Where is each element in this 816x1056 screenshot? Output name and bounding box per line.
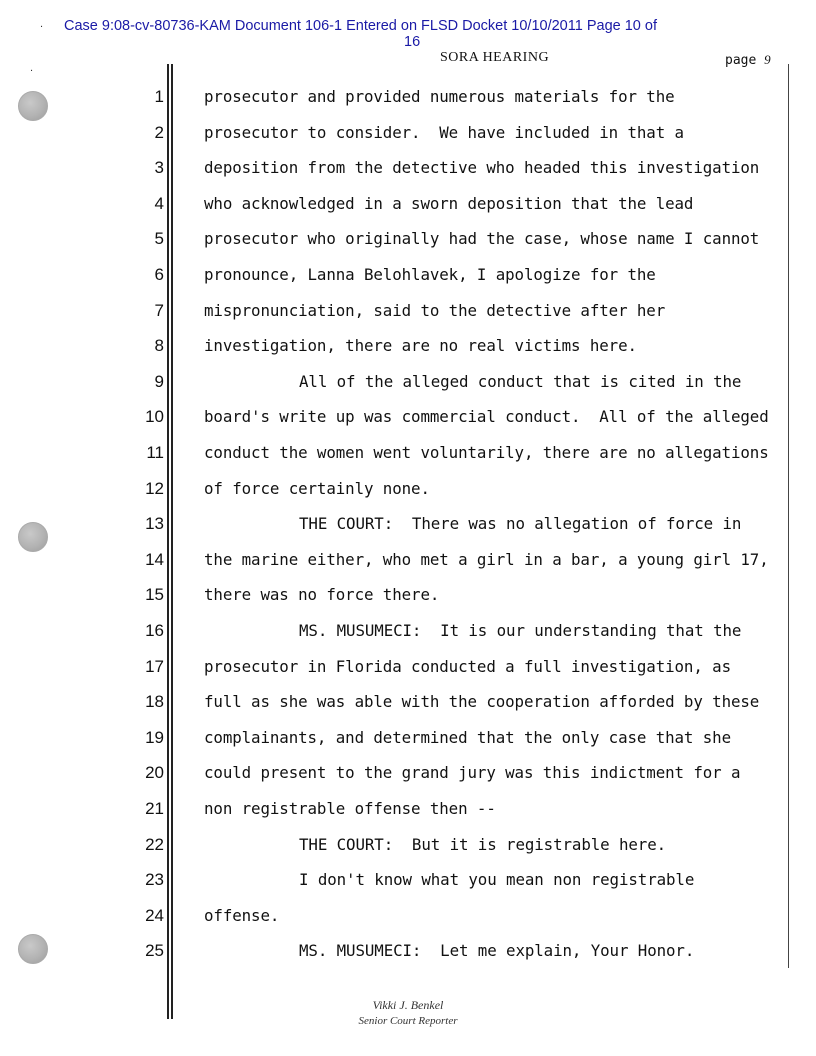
transcript-line [0,87,816,127]
line-text: complainants, and determined that the only case that she [204,727,731,747]
line-number: 2 [154,122,164,142]
page-number-value: 9 [764,52,771,67]
line-text: MS. MUSUMECI: It is our understanding that the [299,621,742,640]
page-number [725,52,771,68]
line-text: I don't know what you mean non registrable [299,870,695,890]
line-text: the marine either, who met a girl in a bar, a young girl 17, [204,549,769,569]
line-number: 1 [154,87,164,106]
transcript-line [0,336,816,376]
transcript-line [0,123,816,163]
margin-dot: . [30,62,34,74]
line-number: 23 [145,870,164,890]
line-text: prosecutor and provided numerous materials for the [204,87,675,106]
line-text: prosecutor to consider. We have included in that a [204,122,684,142]
transcript-line [0,372,816,412]
transcript-line [0,621,816,661]
line-text: of force certainly none. [204,478,430,498]
transcript-line [0,158,816,198]
reporter-name: Vikki J. Benkel [372,998,444,1012]
line-text: MS. MUSUMECI: Let me explain, Your Honor. [299,941,695,961]
transcript-line [0,443,816,483]
line-text: deposition from the detective who headed this investigation [204,158,760,178]
line-number: 25 [145,941,164,961]
line-number: 15 [145,585,164,605]
line-number: 18 [145,692,164,712]
line-number: 6 [154,265,164,284]
line-text: prosecutor in Florida conducted a full investigation, as [204,656,731,676]
transcript-line [0,301,816,341]
page-title: SORA HEARING [440,50,550,65]
transcript-line [0,728,816,768]
line-number: 12 [145,478,164,498]
transcript-line [0,692,816,732]
transcript-line [0,550,816,590]
line-number: 16 [145,621,164,640]
page-label: page [725,53,757,68]
line-text: who acknowledged in a sworn deposition that the lead [204,193,694,213]
line-text: pronounce, Lanna Belohlavek, I apologize for the [204,265,656,284]
stamp-line-2: 16 [404,34,421,50]
line-number: 14 [145,549,164,569]
line-number: 24 [145,905,164,925]
line-number: 22 [145,834,164,854]
line-text: offense. [204,905,280,925]
line-number: 4 [154,193,164,213]
line-number: 10 [145,407,164,427]
line-text: full as she was able with the cooperation afforded by these [204,692,760,712]
line-number: 20 [145,763,164,783]
transcript-line [0,407,816,447]
line-number: 3 [154,158,164,178]
transcript-line [0,835,816,875]
transcript-line [0,479,816,519]
line-text: THE COURT: There was no allegation of force in [299,514,742,534]
transcript-line [0,194,816,234]
line-text: could present to the grand jury was this indictment for a [204,763,741,783]
transcript-line [0,514,816,554]
line-text: All of the alleged conduct that is cited in the [299,371,742,391]
reporter-title: Senior Court Reporter [358,1015,458,1027]
line-text: non registrable offense then -- [204,799,496,818]
line-text: prosecutor who originally had the case, whose name I cannot [204,229,760,249]
transcript-line [0,763,816,803]
line-number: 11 [146,443,164,462]
line-text: mispronunciation, said to the detective after her [204,300,666,320]
transcript-line [0,870,816,910]
transcript-line [0,585,816,625]
line-number: 21 [145,799,164,818]
line-text: conduct the women went voluntarily, there are no allegations [204,443,769,462]
line-text: investigation, there are no real victims here. [204,336,637,356]
line-number: 7 [154,300,164,320]
line-number: 13 [145,514,164,534]
transcript-line [0,657,816,697]
margin-dot: . [40,18,44,30]
stamp-line-1: Case 9:08-cv-80736-KAM Document 106-1 Entered on FLSD Docket 10/10/2011 Page 10 of [64,18,657,34]
line-text: THE COURT: But it is registrable here. [299,834,667,854]
line-number: 19 [145,727,164,747]
line-number: 17 [145,656,164,676]
line-number: 5 [154,229,164,249]
line-number: 9 [154,371,164,391]
line-number: 8 [154,336,164,356]
court-filing-stamp [64,18,784,50]
transcript-line [0,799,816,839]
line-text: board's write up was commercial conduct. All of the alleged [204,407,769,427]
transcript-line [0,265,816,305]
transcript-line [0,941,816,981]
transcript-line [0,906,816,946]
line-text: there was no force there. [204,585,440,605]
transcript-line [0,229,816,269]
